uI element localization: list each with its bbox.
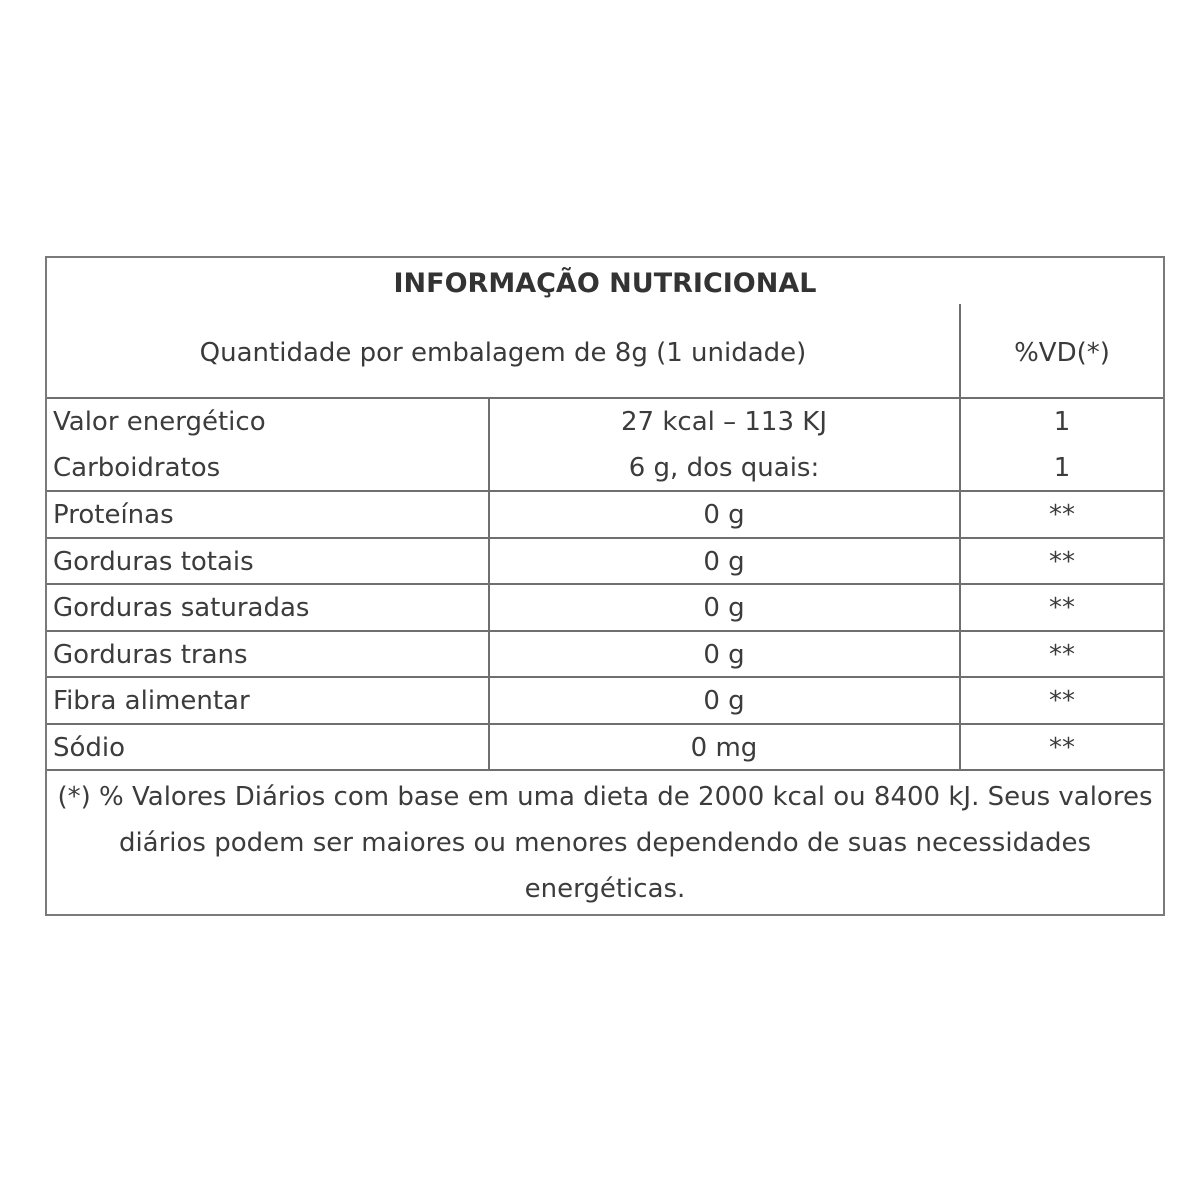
- nutrient-quantity: 27 kcal – 113 KJ: [621, 407, 827, 437]
- nutrient-name: Gorduras totais: [53, 547, 254, 577]
- nutrient-quantity: 0 g: [703, 547, 745, 577]
- nutrient-name: Fibra alimentar: [53, 686, 250, 716]
- daily-value-header: %VD(*): [1014, 338, 1110, 368]
- nutrient-quantity: 0 g: [703, 640, 745, 670]
- nutrient-daily-value: **: [1049, 733, 1075, 763]
- nutrient-quantity: 0 mg: [690, 733, 758, 763]
- nutrient-name: Gorduras saturadas: [53, 593, 310, 623]
- nutrition-facts-table: [45, 256, 1165, 916]
- nutrient-name: Valor energético: [53, 407, 266, 437]
- serving-size: Quantidade por embalagem de 8g (1 unidade): [199, 338, 807, 368]
- nutrient-daily-value: **: [1049, 640, 1075, 670]
- nutrient-quantity: 0 g: [703, 593, 745, 623]
- nutrient-name: Proteínas: [53, 500, 174, 530]
- nutrient-name: Carboidratos: [53, 453, 221, 483]
- nutrient-daily-value: **: [1049, 547, 1075, 577]
- daily-value-footnote: (*) % Valores Diários com base em uma dieta de 2000 kcal ou 8400 kJ. Seus valores diários podem ser maiores ou menores dependendo de suas necessidades energéticas.: [57, 782, 1153, 904]
- nutrient-name: Gorduras trans: [53, 640, 248, 670]
- nutrient-daily-value: **: [1049, 500, 1075, 530]
- nutrient-quantity: 0 g: [703, 686, 745, 716]
- nutrient-daily-value: 1: [1053, 407, 1071, 437]
- nutrient-daily-value: **: [1049, 593, 1075, 623]
- nutrient-name: Sódio: [53, 733, 126, 763]
- nutrient-daily-value: **: [1049, 686, 1075, 716]
- nutrient-quantity: 0 g: [703, 500, 745, 530]
- nutrient-daily-value: 1: [1053, 453, 1071, 483]
- table-title: INFORMAÇÃO NUTRICIONAL: [393, 267, 817, 299]
- nutrient-quantity: 6 g, dos quais:: [628, 453, 820, 483]
